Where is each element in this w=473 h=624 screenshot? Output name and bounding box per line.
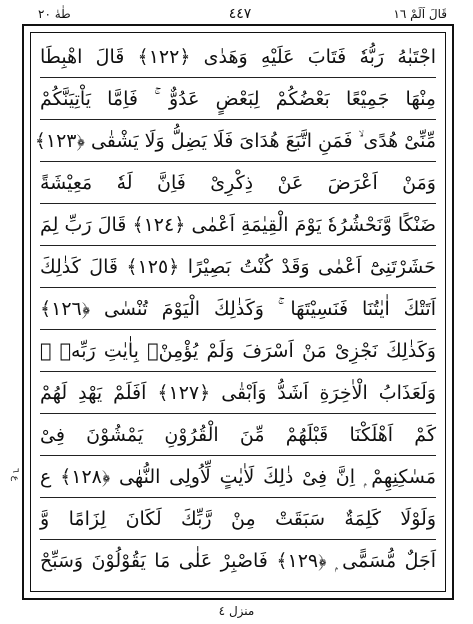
page-number: ٤٤٧ xyxy=(228,6,252,22)
text-line xyxy=(40,206,436,246)
page-header-juz: قَالَ اَلَمْ ١٦ xyxy=(393,7,447,21)
page-header-surah: طٰهٰ ٢٠ xyxy=(38,7,71,21)
text-line xyxy=(40,374,436,414)
text-line xyxy=(40,542,436,582)
line-text: مِّنِّىْ هُدًى ۙ فَمَنِ اتَّبَعَ هُدَاىَ فَلَا يَضِلُّ وَلَا يَشْقٰى ﴿١٢٣﴾ xyxy=(34,130,436,152)
text-block xyxy=(34,38,436,584)
line-text: وَمَنْ اَعْرَضَ عَنْ ذِكْرِىْ فَاِنَّ لَهٗ مَعِيْشَةً xyxy=(40,172,436,194)
manzil-footer: منزل ٤ xyxy=(218,604,255,618)
line-text: مِنْهَا جَمِيْعًا بَعْضُكُمْ لِبَعْضٍ عَدُوٌّ ۚ فَاِمَّا يَاْتِيَنَّكُمْ xyxy=(40,88,436,110)
text-line xyxy=(40,500,436,540)
text-line xyxy=(40,332,436,372)
text-line xyxy=(40,80,436,120)
line-text: اَتَتْكَ اٰيٰتُنَا فَنَسِيْتَهَا ۚ وَكَذٰلِكَ الْيَوْمَ تُنْسٰى ﴿١٢٦﴾ xyxy=(40,298,436,320)
line-text: ضَنْكًا وَّنَحْشُرُهٗ يَوْمَ الْقِيٰمَةِ اَعْمٰى ﴿١٢٤﴾ قَالَ رَبِّ لِمَ xyxy=(40,214,436,236)
line-text: اَجَلٌ مُّسَمًّى ۭ ﴿١٢٩﴾ فَاصْبِرْ عَلٰى مَا يَقُوْلُوْنَ وَسَبِّحْ xyxy=(40,550,436,572)
line-text: وَكَذٰلِكَ نَجْزِىْ مَنْ اَسْرَفَ وَلَمْ يُؤْمِنْۢ بِاٰيٰتِ رَبِّهٖ ۭ xyxy=(40,340,436,362)
line-text: وَلَعَذَابُ الْاٰخِرَةِ اَشَدُّ وَاَبْقٰى ﴿١٢٧﴾ اَفَلَمْ يَهْدِ لَهُمْ xyxy=(40,382,436,404)
line-text: مَسٰكِنِهِمْ ۭ اِنَّ فِىْ ذٰلِكَ لَاٰيٰتٍ لِّاُولِى النُّهٰى ﴿١٢٨﴾ ع xyxy=(40,466,436,488)
ruku-marker: ع ٦ xyxy=(10,468,20,482)
line-text: كَمْ اَهْلَكْنَا قَبْلَهُمْ مِّنَ الْقُرُوْنِ يَمْشُوْنَ فِىْ xyxy=(40,424,436,446)
text-line xyxy=(34,122,436,162)
line-text: حَشَرْتَنِىْٓ اَعْمٰى وَقَدْ كُنْتُ بَصِيْرًا ﴿١٢٥﴾ قَالَ كَذٰلِكَ xyxy=(40,256,436,278)
text-line xyxy=(40,248,436,288)
line-text: وَلَوْلَا كَلِمَةٌ سَبَقَتْ مِنْ رَّبِّكَ لَكَانَ لِزَامًا وَّ xyxy=(40,508,436,530)
text-line xyxy=(40,164,436,204)
text-line xyxy=(40,416,436,456)
line-text: اجْتَبٰهُ رَبُّهٗ فَتَابَ عَلَيْهِ وَهَدٰى ﴿١٢٢﴾ قَالَ اهْبِطَا xyxy=(40,46,436,68)
text-line xyxy=(40,290,436,330)
text-line xyxy=(40,38,436,78)
text-line xyxy=(40,458,436,498)
